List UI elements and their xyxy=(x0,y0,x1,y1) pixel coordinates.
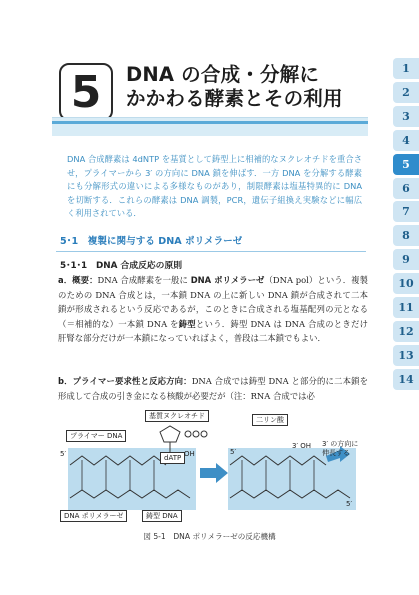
chapter-title-line2: かかわる酵素とその利用 xyxy=(126,87,343,110)
label-template-dna: 鋳型 DNA xyxy=(142,510,182,522)
figure-diagram xyxy=(60,410,360,520)
label-5prime-bottom: 5′ xyxy=(346,500,353,508)
chapter-tab-1[interactable]: 1 xyxy=(393,58,419,79)
chapter-tab-12[interactable]: 12 xyxy=(393,321,419,342)
label-extends-3prime: 3′ の方向に伸長する xyxy=(322,440,359,457)
label-primer-dna: プライマー DNA xyxy=(66,430,126,442)
chapter-tab-13[interactable]: 13 xyxy=(393,345,419,366)
section-rule xyxy=(56,251,366,252)
paragraph-text: DNA 合成酵素を一般に xyxy=(97,275,191,285)
label-datp: dATP xyxy=(160,452,185,464)
chapter-number: 5 xyxy=(70,66,102,118)
label-5prime-right: 5′ xyxy=(230,448,237,456)
section-heading: 5･1 複製に関与する DNA ポリメラーゼ xyxy=(60,236,243,247)
label-oh-left: OH xyxy=(184,450,195,458)
label-diphosphate: 二リン酸 xyxy=(252,414,288,426)
chapter-tab-6[interactable]: 6 xyxy=(393,178,419,199)
chapter-tab-5[interactable]: 5 xyxy=(393,154,419,175)
label-dna-polymerase: DNA ポリメラーゼ xyxy=(60,510,127,522)
chapter-title xyxy=(126,63,366,111)
paragraph-text: （DNA pol）という．複製のための DNA 合成とは，一本鎖 DNA の上に新しい DNA 鎖が合成されて二本鎖が形成されるという反応であるが，このときに合成される塩基配列の元となる（＝相補的な）一本鎖 DNA を xyxy=(58,275,368,329)
header-rule xyxy=(52,117,368,136)
chapter-tab-7[interactable]: 7 xyxy=(393,201,419,222)
subsection-heading: 5･1･1 DNA 合成反応の原則 xyxy=(60,261,183,271)
paragraph-text: という．鋳型 DNA は DNA 合成のときだけ肝腎な部分だけが一本鎖になっていればよく，普段は二本鎖でもよい． xyxy=(58,318,368,343)
figure-caption: 図 5-1 DNA ポリメラーゼの反応機構 xyxy=(143,532,276,541)
chapter-tab-11[interactable]: 11 xyxy=(393,297,419,318)
chapter-tab-3[interactable]: 3 xyxy=(393,106,419,127)
chapter-tab-10[interactable]: 10 xyxy=(393,273,419,294)
chapter-title-line1: DNA の合成・分解に xyxy=(126,63,320,86)
label-substrate-nucleotide: 基質ヌクレオチド xyxy=(145,410,209,422)
term-dna-polymerase: DNA ポリメラーゼ xyxy=(190,275,265,285)
paragraph-overview xyxy=(58,273,368,346)
paragraph-lead: b．プライマー要求性と反応方向： xyxy=(58,376,192,386)
chapter-number-box xyxy=(59,63,113,121)
paragraph-text: DNA 合成では鋳型 DNA と部分的に二本鎖を形成して合成の引き金になる核酸が必要だが（注：RNA 合成では必 xyxy=(58,376,368,401)
chapter-intro: DNA 合成酵素は 4dNTP を基質として鋳型上に相補的なヌクレオチドを重合させ，プライマーから 3′ の方向に DNA 鎖を伸ばす．一方 DNA を分解する酵素にも分解形式の違いによる多様なものがあり，制限酵素は塩基特異的に DNA を切断する．これらの酵素は DNA 調製，PCR，遺伝子組換え実験などに幅広く利用されている． xyxy=(67,154,362,219)
label-5prime-left: 5′ xyxy=(60,450,67,458)
term-template: 鋳型 xyxy=(178,318,196,329)
label-3prime-oh: 3′ OH xyxy=(292,442,312,450)
incoming-nucleotide xyxy=(160,426,180,442)
chapter-tab-9[interactable]: 9 xyxy=(393,249,419,270)
chapter-tab-8[interactable]: 8 xyxy=(393,225,419,246)
paragraph-primer xyxy=(58,374,368,403)
reaction-arrow xyxy=(200,463,228,483)
figure-dna-polymerase xyxy=(60,410,360,520)
chapter-tab-4[interactable]: 4 xyxy=(393,130,419,151)
chapter-tab-14[interactable]: 14 xyxy=(393,369,419,390)
chapter-tab-2[interactable]: 2 xyxy=(393,82,419,103)
paragraph-lead: a．概要： xyxy=(58,275,98,285)
